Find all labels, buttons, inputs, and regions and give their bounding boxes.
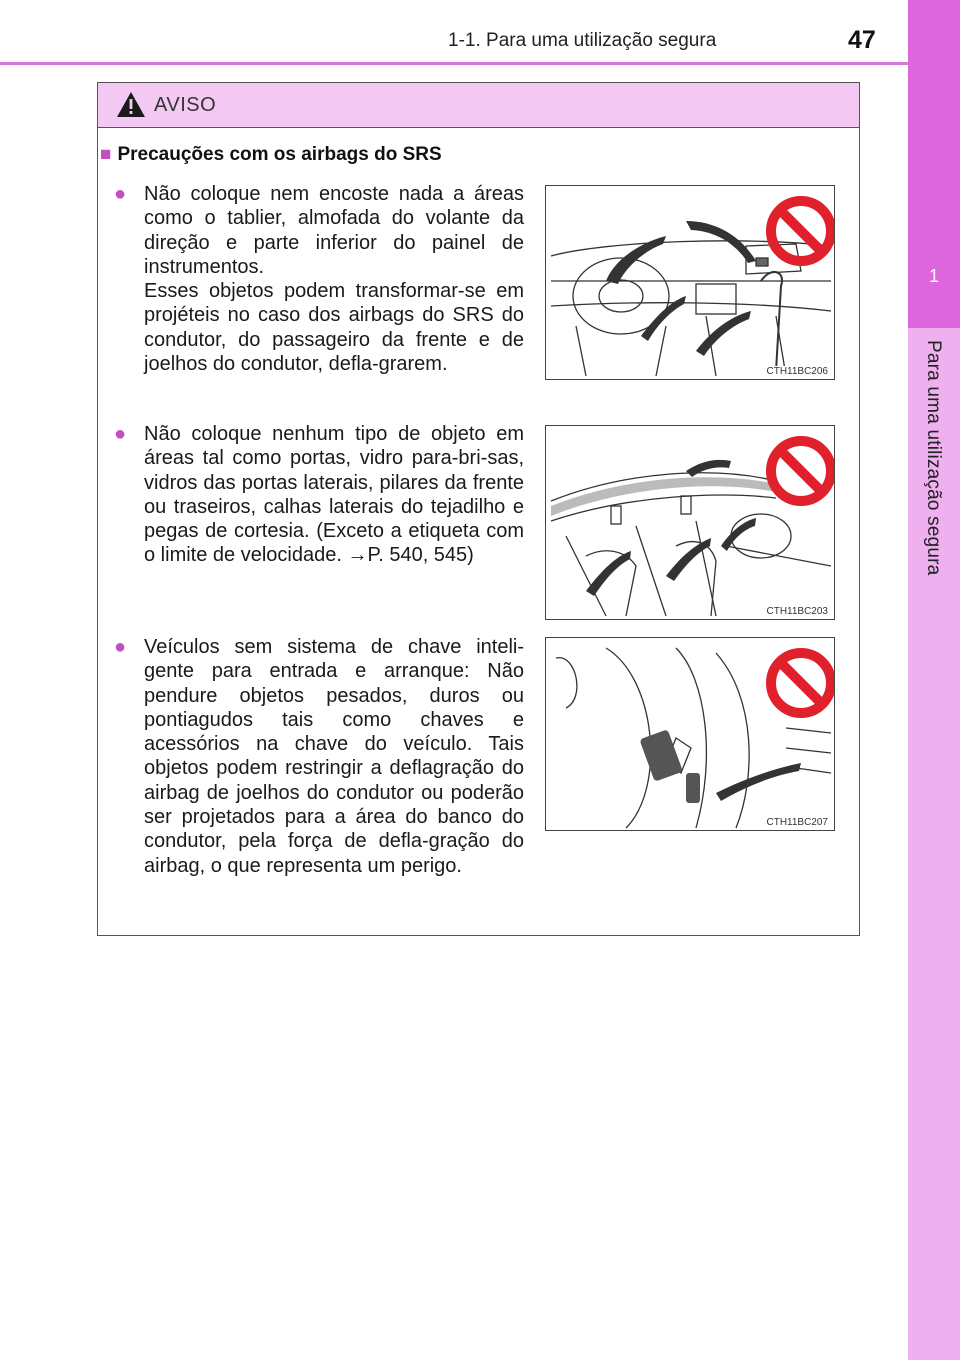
key-illustration <box>546 638 835 831</box>
dashboard-figure <box>545 185 835 380</box>
page-number: 47 <box>848 26 876 54</box>
bullet-paragraph: Não coloque nem encoste nada a áreas como o tablier, almofada do volante da direção e parte inferior do painel de instrumentos. <box>144 183 524 278</box>
bullet-item <box>114 182 524 376</box>
chapter-label: Para uma utilização segura <box>923 340 944 576</box>
warning-header <box>98 83 859 128</box>
bullet-paragraph: Veículos sem sistema de chave inteli-gente para entrada e arranque: Não pendure objetos pesados, duros ou pontiagudos tais como chaves e acessórios na chave do veículo. Tais objetos podem restringir a deflagração do airbag de joelhos do condutor ou poderão ser projetados para a área do banco do condutor, pela força de defla-gração do airbag, o que representa um perigo. <box>144 636 524 877</box>
square-bullet-icon: ■ <box>100 144 112 165</box>
bullet-paragraph: Não coloque nenhum tipo de objeto em áreas tal como portas, vidro para-bri-sas, vidros das portas laterais, pilares da frente ou traseiros, calhas laterais do tejadilho e pegas de cortesia. (Exceto a etiqueta com o limite de velocidade. →P. 540, 545) <box>144 423 524 567</box>
interior-illustration <box>546 426 835 620</box>
warning-triangle-icon <box>116 91 146 118</box>
bullet-paragraph: Esses objetos podem transformar-se em projéteis no caso dos airbags do SRS do condutor, do passageiro da frente e de joelhos do condutor, defla-grarem. <box>144 280 524 376</box>
prohibition-sign-icon <box>771 653 831 713</box>
circle-bullet-icon: ● <box>114 423 127 445</box>
section-heading-text: Precauções com os airbags do SRS <box>117 144 442 165</box>
interior-figure <box>545 425 835 620</box>
circle-bullet-icon: ● <box>114 183 127 205</box>
section-heading <box>100 144 442 166</box>
figure-code: CTH11BC203 <box>766 606 828 617</box>
dashboard-illustration <box>546 186 835 380</box>
chapter-number: 1 <box>928 266 939 286</box>
circle-bullet-icon: ● <box>114 636 127 658</box>
warning-label: AVISO <box>154 94 217 116</box>
key-figure <box>545 637 835 831</box>
section-title: 1-1. Para uma utilização segura <box>448 30 717 51</box>
header-rule <box>0 62 908 65</box>
prohibition-sign-icon <box>771 201 831 261</box>
figure-code: CTH11BC207 <box>766 817 828 828</box>
figure-code: CTH11BC206 <box>766 366 828 377</box>
prohibition-sign-icon <box>771 441 831 501</box>
bullet-item <box>114 422 524 568</box>
bullet-item <box>114 635 524 878</box>
